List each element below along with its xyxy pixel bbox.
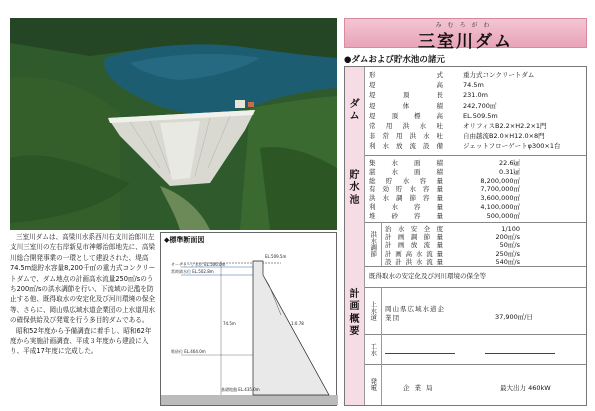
spec-value: 3,600,000㎥	[480, 194, 520, 203]
plan-section-label	[345, 222, 365, 405]
spec-value: オリフィスB2.2×H2.2×1門	[463, 122, 547, 130]
spec-label: 堆砂容量	[369, 211, 443, 220]
dam-label-char-1: ダ	[349, 98, 360, 110]
spec-label: 総貯水容量	[369, 176, 443, 185]
spec-label: 湛水面積	[369, 167, 443, 176]
water-supply-value: 37,900㎥/日	[495, 313, 533, 321]
power-label: 発電	[365, 364, 382, 405]
dam-label-char-2: ム	[349, 111, 360, 122]
spec-label: 堤頂標高	[369, 111, 443, 120]
section-divider	[345, 155, 586, 156]
description-paragraph: 三室川ダムは、高梁川水系西川右支川治郎川左支川三室川の左右岸新見市神郷治郎地先に、高梁川総合開発事業の一環として建設された、堤高74.5m総貯水容量8,200千㎥の重力式コンクリートダムで、ダム地点の計画高水流量250㎥/sのうち200㎥/sの洪水調節を行い、下流域の氾濫を防止する他、既得取水の安定化及び河川環境の保全等、さらに、岡山県広域水道企業団の上水道用水の確保供給及び発電を行う多目的ダムである。	[10, 233, 156, 325]
reservoir-section-label	[345, 155, 365, 222]
ground-hatch	[161, 395, 338, 405]
industrial-value-blank	[485, 353, 555, 354]
power-entity: 企業局	[403, 384, 438, 392]
subsection-divider	[365, 334, 586, 335]
specs-table	[344, 66, 587, 406]
spec-value: 242,700㎥	[463, 101, 497, 110]
plan-label-char-1: 計	[349, 288, 360, 300]
plan-label-char-4: 要	[349, 326, 360, 337]
industrial-entity-blank	[385, 353, 455, 354]
title-ruby: みむろがわ	[435, 22, 496, 29]
surcharge-label: サーチャージ水位 EL.506.0m	[171, 262, 226, 267]
flood-control-label: 洪水調節	[365, 222, 382, 266]
dam-aerial-photo	[10, 18, 337, 230]
water-supply-label: 上水道	[365, 287, 382, 334]
spec-label: 計画高水流量	[385, 249, 443, 258]
normal-label: 常時満水位 EL.502.8m	[171, 269, 214, 274]
cross-section-drawing	[161, 245, 338, 405]
subsection-divider	[365, 364, 586, 365]
spec-label: 洪水調節容量	[369, 194, 443, 203]
spec-label: 形式	[369, 71, 443, 79]
spec-value: 540㎥/s	[495, 257, 520, 266]
spec-value: 7,700,000㎥	[480, 185, 520, 194]
spec-label: 利水放流設備	[369, 142, 443, 151]
height-label: 74.5m	[223, 321, 236, 326]
spec-label: 計画調節量	[385, 233, 443, 242]
environment-row: 既得取水の安定化及び河川環境の保全等	[369, 272, 486, 280]
spec-label: 有効貯水容量	[369, 185, 443, 194]
plan-label-char-2: 画	[349, 301, 360, 312]
industrial-water-label: 工水	[365, 334, 382, 364]
spec-value: 1/100	[501, 225, 520, 233]
spec-value: 8,200,000㎥	[480, 176, 520, 185]
spec-label: 設計洪水流量	[385, 257, 443, 266]
spec-label: 計画放流量	[385, 241, 443, 250]
dam-description	[10, 232, 158, 357]
water-supply-entity: 岡山県広域水道企業団	[385, 305, 445, 322]
spec-label: 集水面積	[369, 159, 443, 167]
spec-value: 自由越流B2.0×H12.0×8門	[463, 132, 545, 141]
spec-value: 4,100,000㎥	[480, 203, 520, 211]
specs-heading: ●ダムおよび貯水池の諸元	[344, 55, 445, 65]
power-value: 最大出力 460kW	[500, 384, 551, 392]
spec-value: 50㎥/s	[499, 241, 520, 250]
spec-value: 500,000㎥	[486, 211, 520, 220]
crest-label: EL.509.5m	[265, 254, 287, 259]
description-paragraph: 昭和52年度から予備調査に着手し、昭和62年度から実施計画調査、平成３年度から建設に入り、平成17年度に完成した。	[10, 326, 152, 356]
spec-label: 治水安全度	[385, 225, 443, 233]
spec-label: 非常用洪水吐	[369, 132, 443, 141]
spec-value: 0.31㎢	[499, 167, 520, 176]
reservoir-label-char-1: 貯	[349, 169, 360, 181]
reservoir-label-char-2: 水	[349, 182, 360, 194]
dam-section-label	[345, 67, 365, 155]
title-banner	[344, 18, 587, 52]
cross-section-diagram	[160, 232, 337, 406]
spec-label: 利水容量	[369, 203, 443, 211]
plan-label-char-3: 概	[349, 313, 360, 325]
spec-value: 231.0m	[463, 91, 488, 100]
spec-label: 堤頂長	[369, 91, 443, 100]
subsection-divider	[365, 266, 586, 267]
spec-value: 250㎥/s	[495, 249, 520, 258]
base-label: 基礎地盤 EL.435.0m	[221, 387, 260, 392]
spec-label: 堤体積	[369, 101, 443, 110]
diagram-title: ◆標準断面図	[164, 236, 205, 244]
spec-value: 重力式コンクリートダム	[463, 71, 535, 79]
slope-label: 1:0.78	[291, 321, 304, 326]
reservoir-label-char-3: 池	[349, 194, 360, 206]
spec-value: EL.509.5m	[463, 111, 498, 120]
spec-value: 22.6㎢	[499, 159, 520, 167]
spec-value: 74.5m	[463, 81, 484, 90]
spec-value: ジェットフローゲートφ300×1台	[463, 142, 561, 151]
subsection-divider	[365, 287, 586, 288]
sediment-label: 堆砂位 EL.464.0m	[171, 349, 206, 354]
spec-label: 堤高	[369, 81, 443, 90]
spec-value: 200㎥/s	[495, 233, 520, 242]
dam-body	[253, 261, 329, 395]
page-title: 三室川ダム	[418, 32, 513, 52]
spec-label: 常用洪水吐	[369, 122, 443, 130]
